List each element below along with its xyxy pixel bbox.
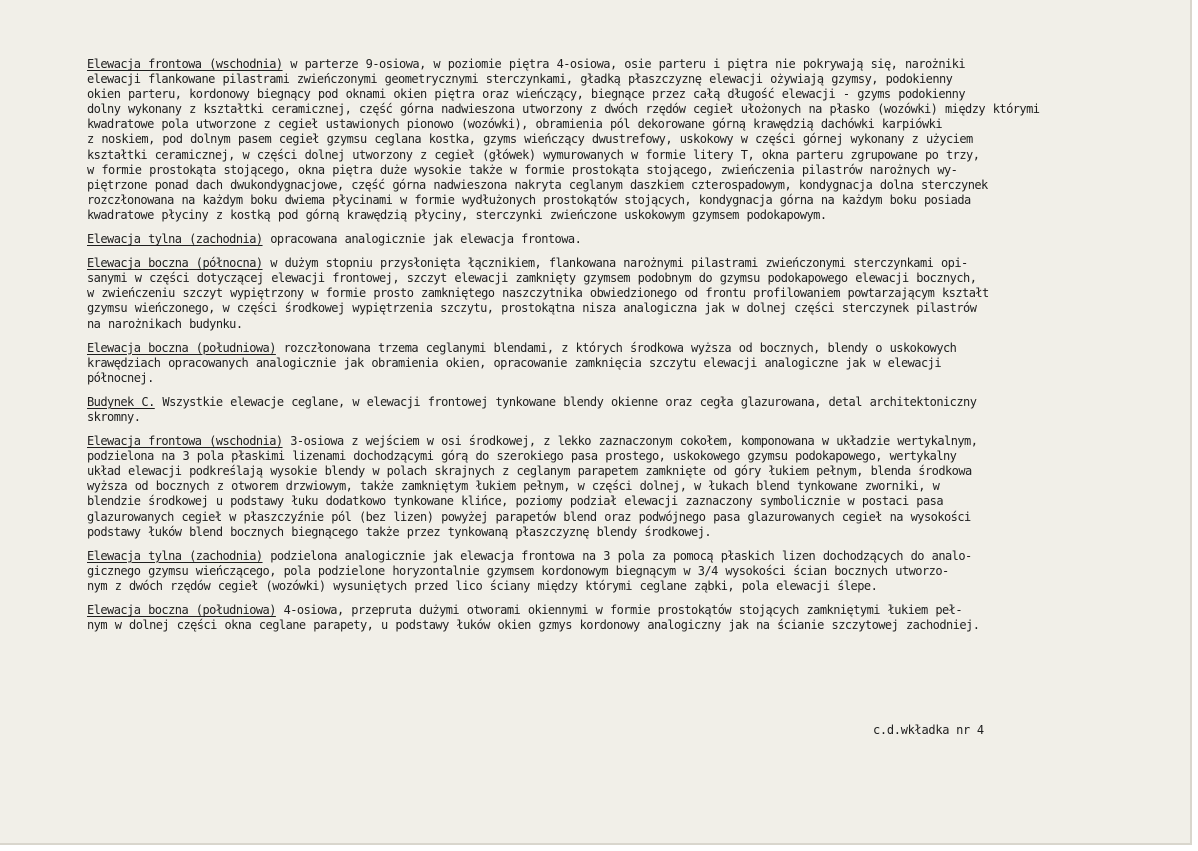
text-line: krawędziach opracowanych analogicznie jak obramienia okien, opracowanie zamknięcia szczytu elewacji analogiczne jak w elewacji [87, 355, 942, 370]
text-line: 3-osiowa z wejściem w osi środkowej, z lekko zaznaczonym cokołem, komponowana w układzie wertykalnym, [282, 434, 978, 449]
text-line: w dużym stopniu przysłonięta łącznikiem, flankowana narożnymi pilastrami zwieńczonymi sterczynkami opi- [262, 256, 968, 271]
text-line: na narożnikach budynku. [87, 316, 243, 331]
text-line: kwadratowe płyciny z kostką pod górną krawędzią płyciny, sterczynki zwieńczone uskokowym gzymsem podokapowym. [87, 207, 827, 222]
text-line: rozczłonowana trzema ceglanymi blendami, z których środkowa wyższa od bocznych, blendy o uskokowych [275, 340, 957, 355]
paragraph-side-elevation-south [87, 341, 1182, 386]
text-line: z noskiem, pod dolnym pasem cegieł gzymsu ceglana kostka, gzyms wieńczący dwustrefowy, uskokowy w części górnej wykonany z użyciem [87, 132, 973, 147]
text-line: podzielona analogicznie jak elewacja frontowa na 3 pola za pomocą płaskich lizen dochodzących do analo- [262, 548, 972, 563]
text-line: Wszystkie elewacje ceglane, w elewacji frontowej tynkowane blendy okienne oraz cegła glazurowana, detal architektoniczny [154, 394, 977, 409]
text-line: podzielona na 3 pola płaskimi lizenami dochodzącymi górą do szerokiego pasa prostego, uskokowego gzymsu podokapowego, wertykalny [87, 449, 957, 464]
paragraph-heading: Elewacja boczna (północna) [87, 256, 263, 271]
text-line: północnej. [87, 370, 154, 385]
text-line: rozczłonowana na każdym boku dwiema płycinami w formie wydłużonych prostokątów stojących, kondygnacja górna na każdym boku posiada [87, 192, 971, 207]
text-line: nym z dwóch rzędów cegieł (wozówki) wysuniętych przed lico ściany między którymi ceglane ząbki, pola elewacji ślepe. [87, 578, 878, 593]
text-line: glazurowanych cegieł w płaszczyźnie pól (bez lizen) powyżej parapetów blend oraz podwójnego pasa glazurowanych cegieł na wysokości [87, 509, 971, 524]
paragraph-heading: Elewacja frontowa (wschodnia) [87, 434, 283, 449]
paragraph-heading: Elewacja tylna (zachodnia) [87, 232, 263, 247]
text-line: gicznego gzymsu wieńczącego, pola podzielone horyzontalnie gzymsem kordonowym biegnącym w 3/4 wysokości ścian bocznych utworzo- [87, 563, 949, 578]
text-line: dolny wykonany z kształtki ceramicznej, część górna nadwieszona utworzony z dwóch rzędów cegieł ułożonych na płasko (wozówki) między którymi [87, 102, 1040, 117]
text-line: kształtki ceramicznej, w części dolnej utworzony z cegieł (główek) wymurowanych w formie litery T, okna parteru zgrupowane po trzy, [87, 147, 980, 162]
paragraph-heading: Elewacja frontowa (wschodnia) [87, 57, 283, 71]
paragraph-heading: Elewacja boczna (południowa) [87, 603, 276, 617]
text-line: podstawy łuków blend bocznych biegnącego także przez tynkowaną płaszczyznę blendy środkowej. [87, 524, 712, 539]
paragraph-heading: Budynek C. [87, 394, 155, 409]
paragraph-front-elevation-east [87, 57, 1182, 223]
paragraph-side-elevation-north [87, 256, 1182, 331]
paragraph-c-side-elevation-south [87, 603, 1182, 633]
text-line: w formie prostokąta stojącego, okna piętra duże wysokie także w formie prostokąta stojącego, zwieńczenia pilastrów narożnych wy- [87, 162, 958, 177]
document-body [87, 57, 1182, 642]
text-line: w zwieńczeniu szczyt wypiętrzony w formie prosto zamkniętego naszczytnika obwiedzionego od frontu profilowaniem powtarzającym kształt [87, 286, 989, 301]
text-line: układ elewacji podkreślają wysokie blendy w polach skrajnych z ceglanym parapetem zamknięte od góry łukiem pełnym, blenda środkowa [87, 464, 972, 479]
paragraph-heading: Elewacja boczna (południowa) [87, 340, 276, 355]
text-line: blendzie środkowej u podstawy łuku dodatkowo tynkowane klińce, poziomy podział elewacji zaznaczony symbolicznie w postaci pasa [87, 494, 944, 509]
text-line: w parterze 9-osiowa, w poziomie piętra 4-osiowa, osie parteru i piętra nie pokrywają się, narożniki [282, 57, 966, 71]
text-line: opracowana analogicznie jak elewacja frontowa. [262, 232, 582, 247]
text-line: sanymi w części dotyczącej elewacji frontowej, szczyt elewacji zamknięty gzymsem podobnym do gzymsu podokapowego elewacji bocznych, [87, 271, 977, 286]
paragraph-c-front-elevation-east [87, 434, 1182, 540]
text-line: piętrzone ponad dach dwukondygnacjowe, część górna nadwieszona nakryta ceglanym daszkiem czterospadowym, kondygnacja dolna sterczynek [87, 177, 988, 192]
paragraph-heading: Elewacja tylna (zachodnia) [87, 548, 263, 563]
text-line: okien parteru, kordonowy biegnący pod oknami okien piętra oraz wieńczący, biegnące przez całą długość elewacji - gzyms podokienny [87, 87, 966, 102]
text-line: kwadratowe pola utworzone z cegieł ustawionych pionowo (wozówki), obramienia pól dekorowane górną krawędzią dachówki karpiówki [87, 117, 943, 132]
text-line: wyższa od bocznych z otworem drzwiowym, także zamkniętym łukiem pełnym, w części dolnej, w łukach blend tynkowane zworniki, w [87, 479, 940, 494]
paragraph-c-rear-elevation-west [87, 549, 1182, 594]
text-line: skromny. [87, 409, 141, 424]
paragraph-building-c [87, 395, 1182, 425]
text-line: elewacji flankowane pilastrami zwieńczonymi geometrycznymi sterczynkami, gładką płaszczyznę elewacji ożywiają gzymsy, podokienny [87, 72, 953, 87]
text-line: nym w dolnej części okna ceglane parapety, u podstawy łuków okien gzmys kordonowy analogiczny jak na ścianie szczytowej zachodniej. [87, 618, 980, 633]
text-line: gzymsu wieńczonego, w części środkowej wypiętrzenia szczytu, prostokątna nisza analogiczna jak w dolnej części sterczynek pilastrów [87, 301, 977, 316]
continuation-note: c.d.wkładka nr 4 [873, 723, 984, 737]
text-line: 4-osiowa, przepruta dużymi otworami okiennymi w formie prostokątów stojących zamkniętymi łukiem peł- [275, 603, 963, 617]
paragraph-rear-elevation-west [87, 232, 1182, 247]
